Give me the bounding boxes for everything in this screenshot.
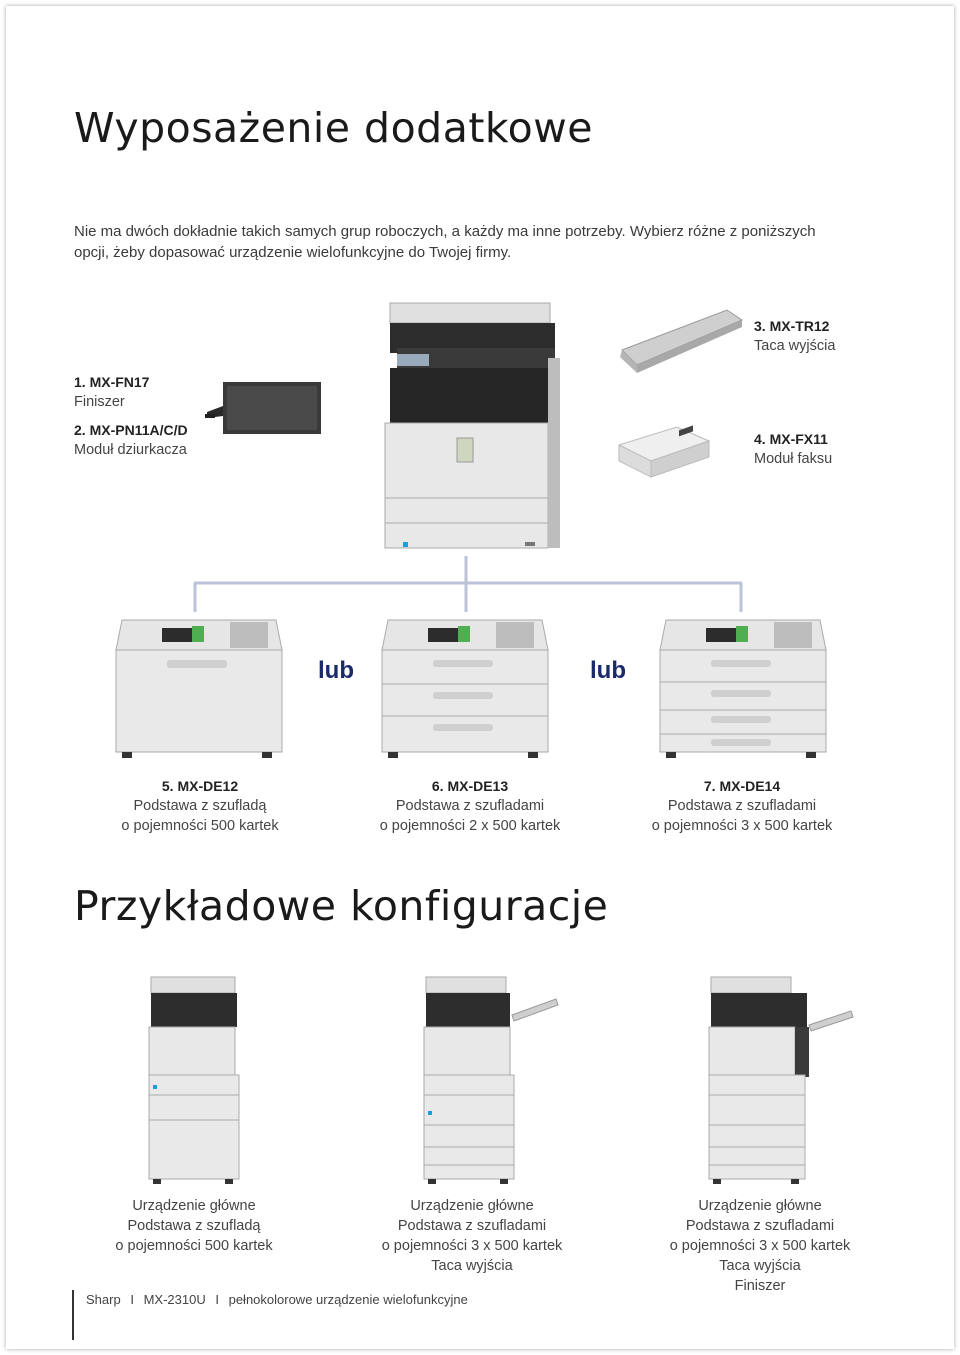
config-label-3: Urządzenie główne Podstawa z szufladami o pojemności 3 x 500 kartek Taca wyjścia Finiszer	[669, 1198, 851, 1294]
stand-de12-image	[112, 610, 288, 760]
footer	[86, 1292, 468, 1307]
stand-label-de12: 5. MX-DE12 Podstawa z szufladą o pojemności 500 kartek	[121, 778, 279, 834]
page-title: Wyposażenie dodatkowe	[74, 104, 594, 152]
configs-title: Przykładowe konfiguracje	[74, 882, 609, 930]
stand-de14-image	[656, 610, 832, 760]
intro-text: Nie ma dwóch dokładnie takich samych grup roboczych, a każdy ma inne potrzeby. Wybierz różne z poniższych opcji, żeby dopasować urządzenie wielofunkcyjne do Twojej firmy.	[74, 223, 816, 261]
config-1-image	[143, 975, 243, 1185]
stand-label-de14: 7. MX-DE14 Podstawa z szufladami o pojemności 3 x 500 kartek	[651, 778, 833, 834]
config-3-image	[705, 975, 855, 1185]
stand-label-de13: 6. MX-DE13 Podstawa z szufladami o pojemności 2 x 500 kartek	[379, 778, 561, 834]
footer-bar	[72, 1290, 74, 1340]
config-label-2: Urządzenie główne Podstawa z szufladami o pojemności 3 x 500 kartek Taca wyjścia	[381, 1198, 563, 1274]
stand-de13-image	[378, 610, 554, 760]
or-label-2: lub	[590, 657, 626, 684]
option-fn17: 1. MX-FN17 Finiszer	[74, 374, 150, 410]
option-tr12: 3. MX-TR12 Taca wyjścia	[754, 318, 836, 354]
footer-separator-2: I	[215, 1292, 219, 1307]
connector-lines	[0, 0, 960, 620]
option-pn11: 2. MX-PN11A/C/D Moduł dziurkacza	[74, 422, 188, 458]
or-label-1: lub	[318, 657, 354, 684]
config-label-1: Urządzenie główne Podstawa z szufladą o pojemności 500 kartek	[115, 1198, 273, 1254]
option-fx11: 4. MX-FX11 Moduł faksu	[754, 431, 833, 467]
footer-brand: Sharp	[86, 1292, 121, 1307]
footer-separator-1: I	[130, 1292, 134, 1307]
footer-description: pełnokolorowe urządzenie wielofunkcyjne	[228, 1292, 468, 1307]
footer-model: MX-2310U	[143, 1292, 206, 1307]
config-2-image	[420, 975, 560, 1185]
